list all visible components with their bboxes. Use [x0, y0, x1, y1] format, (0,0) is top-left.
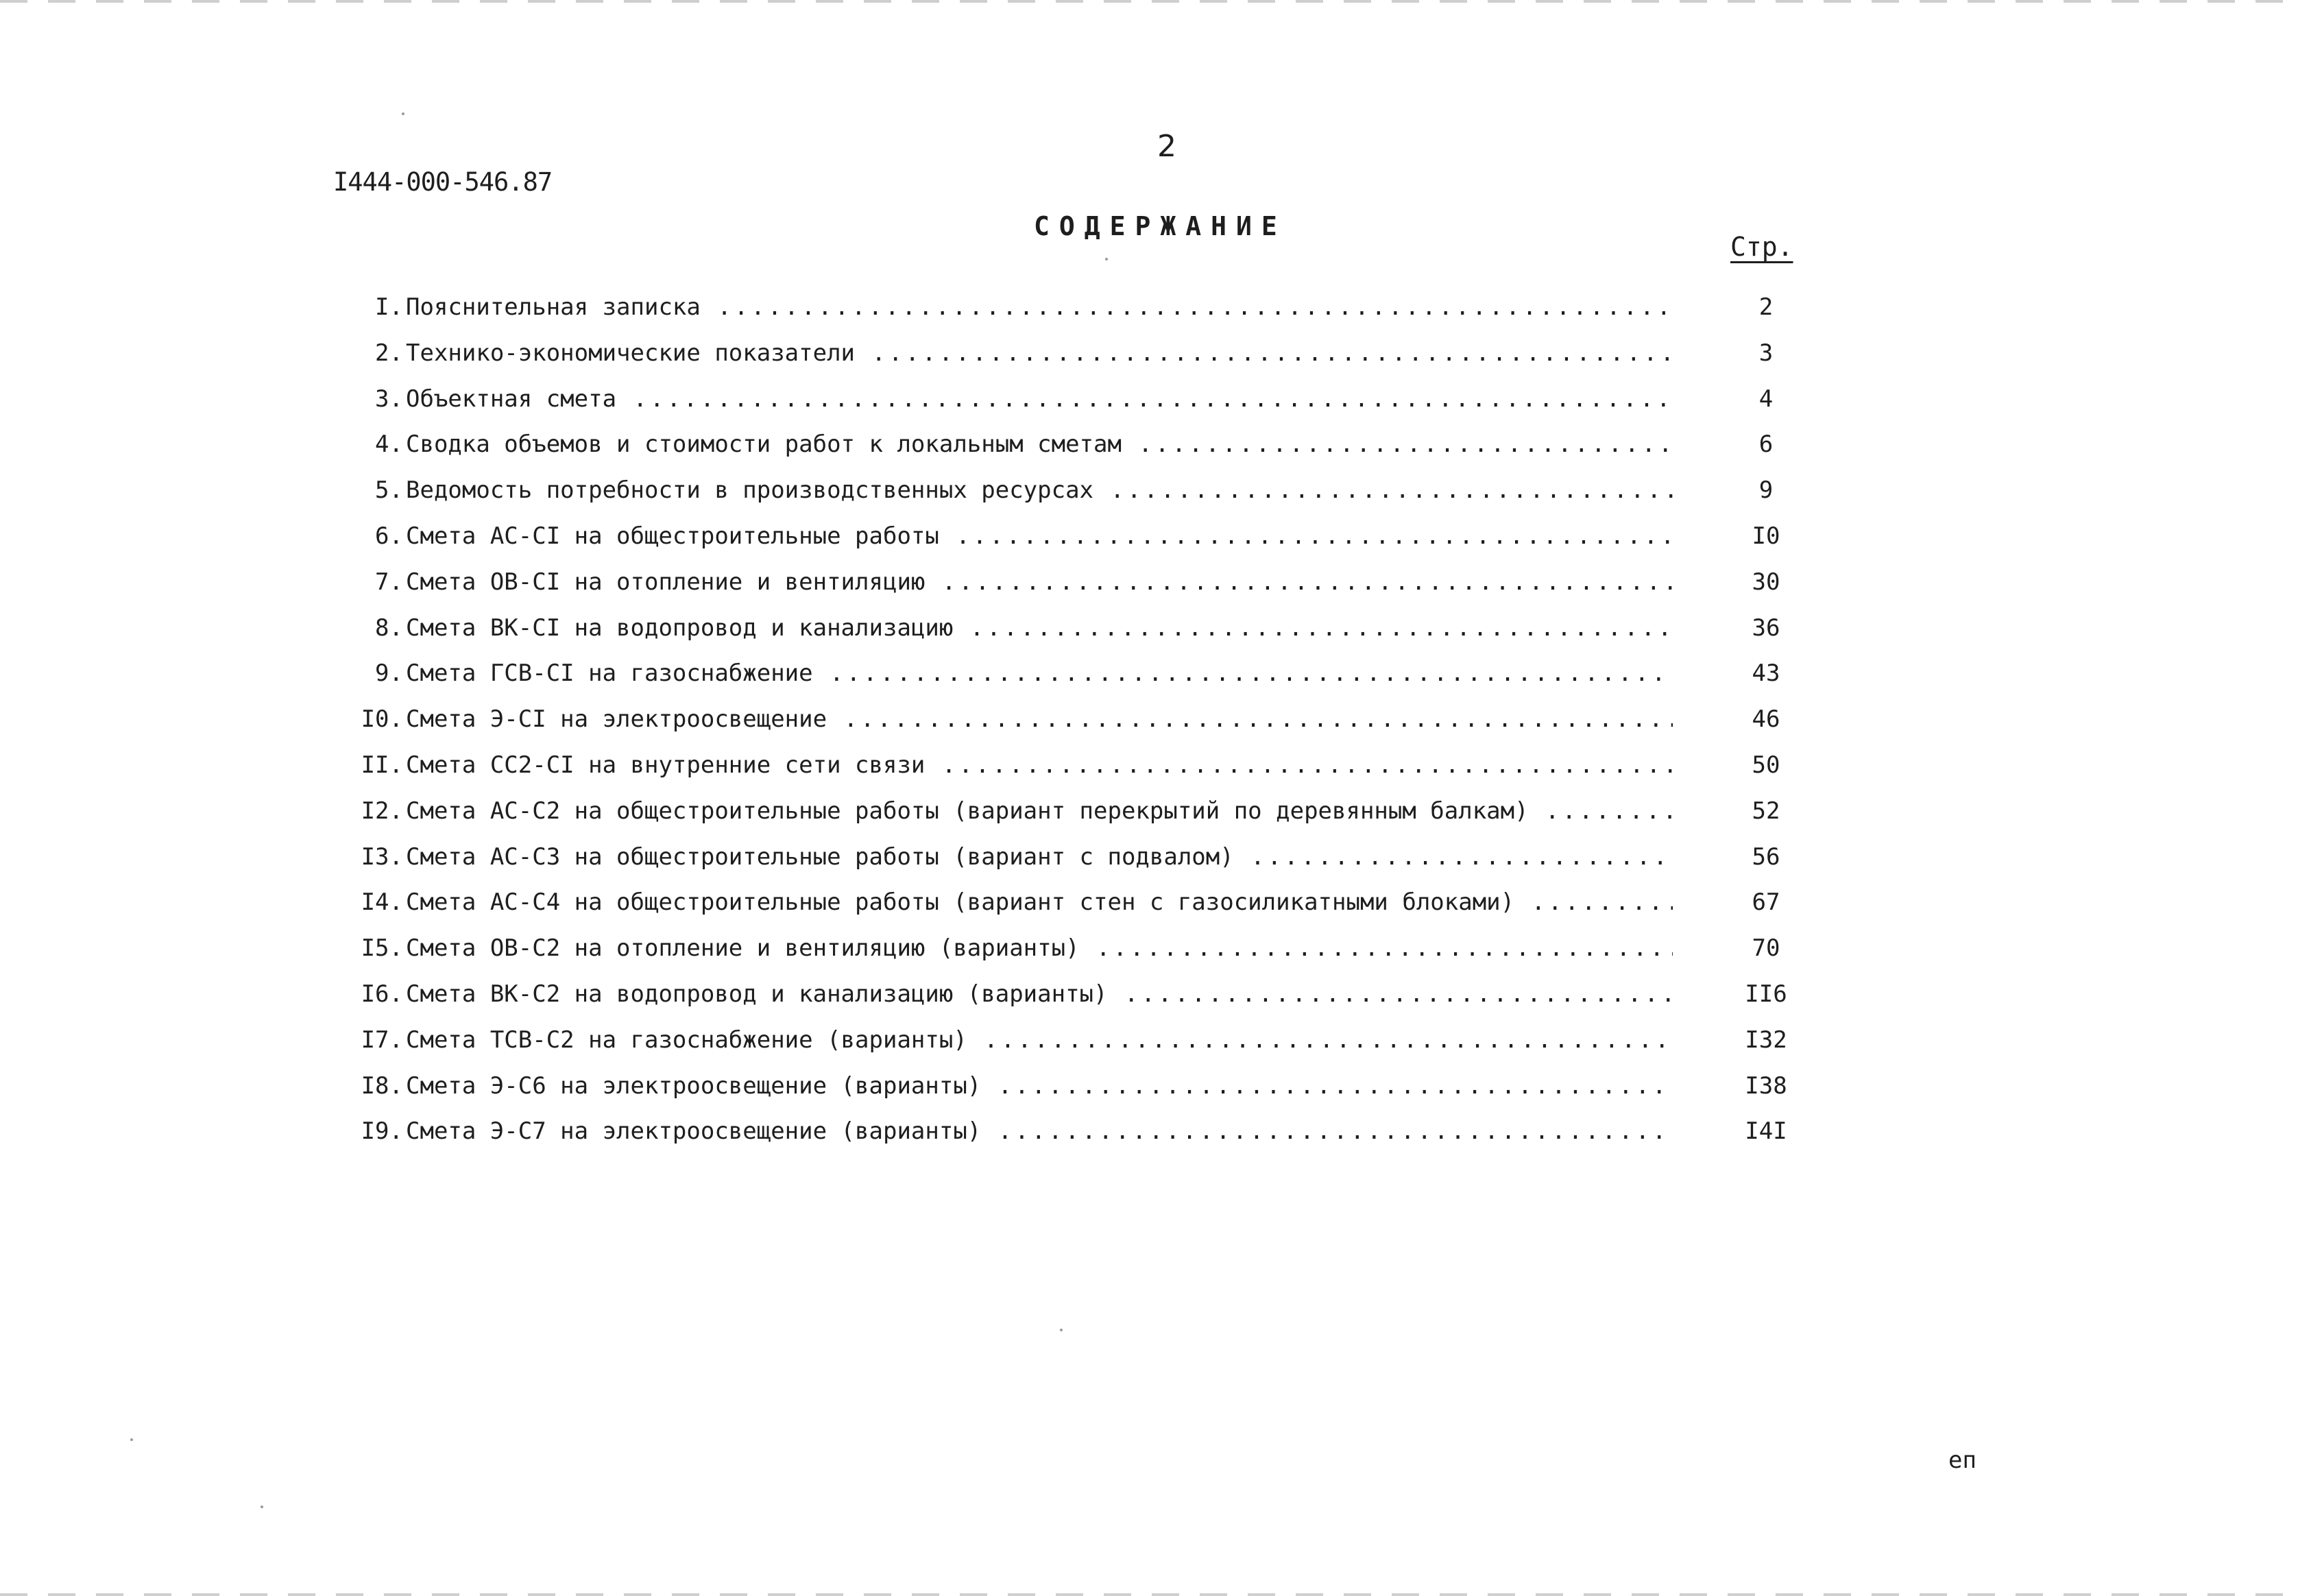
- toc-entry: [335, 293, 1815, 339]
- toc-entry-title: Смета Э-С7 на электроосвещение (варианты) .....: [406, 1117, 1673, 1145]
- toc-entry-title: Смета ВК-С2 на водопровод и канализацию (варианты) .....: [406, 980, 1673, 1008]
- toc-entry: [335, 843, 1815, 889]
- toc-entry-title: Смета ГСВ-СI на газоснабжение .....: [406, 660, 1673, 687]
- toc-entry-page: I0: [1752, 522, 1780, 550]
- toc-entry: [335, 1072, 1815, 1118]
- toc-entry-title: Смета АС-С2 на общестроительные работы (вариант перекрытий по деревянным балкам) .....: [406, 797, 1673, 825]
- toc-entry-number: I7.: [361, 1026, 403, 1054]
- page-column-header: Стр.: [1730, 232, 1793, 262]
- toc-entry: [335, 934, 1815, 980]
- toc-entry-number: I8.: [361, 1072, 403, 1100]
- toc-entry-title: Смета Э-СI на электроосвещение .....: [406, 705, 1673, 733]
- toc-entry-number: I2.: [361, 797, 403, 825]
- toc-entry-page: 56: [1752, 843, 1780, 871]
- toc-entry-title: Пояснительная записка .....: [406, 293, 1673, 321]
- toc-entry: [335, 339, 1815, 385]
- toc-entry-page: I4I: [1745, 1117, 1787, 1146]
- toc-entry-number: 5.: [375, 476, 403, 505]
- toc-entry: [335, 980, 1815, 1026]
- toc-entry-number: I0.: [361, 705, 403, 734]
- toc-entry-page: 52: [1752, 797, 1780, 825]
- toc-entry: [335, 614, 1815, 660]
- toc-entry-number: II.: [361, 751, 403, 779]
- toc-entry: [335, 751, 1815, 797]
- scan-edge-bottom: [0, 1593, 2298, 1596]
- toc-entry-page: 50: [1752, 751, 1780, 779]
- toc-entry-page: 2: [1758, 293, 1774, 321]
- corner-mark: еп: [1948, 1447, 1976, 1474]
- toc-entry-title: Смета ОВ-СI на отопление и вентиляцию .....: [406, 568, 1673, 596]
- scan-speck: [1105, 258, 1108, 261]
- toc-entry-page: I32: [1745, 1026, 1787, 1054]
- toc-entry-number: 8.: [375, 614, 403, 642]
- toc-entry-title: Смета ВК-СI на водопровод и канализацию .....: [406, 614, 1673, 642]
- toc-entry: [335, 1117, 1815, 1163]
- toc-entry-title: Смета ТСВ-С2 на газоснабжение (варианты) .....: [406, 1026, 1673, 1054]
- toc-entry-title: Сводка объемов и стоимости работ к локальным сметам .....: [406, 431, 1673, 458]
- toc-entry-number: 2.: [375, 339, 403, 367]
- toc-entry-page: 30: [1752, 568, 1780, 596]
- toc-entry-page: 67: [1752, 888, 1780, 917]
- toc-entry-title: Технико-экономические показатели .....: [406, 339, 1673, 367]
- toc-entry-number: 9.: [375, 660, 403, 688]
- toc-entry-page: 46: [1752, 705, 1780, 734]
- toc-entry-title: Смета ОВ-С2 на отопление и вентиляцию (варианты) .....: [406, 934, 1673, 962]
- toc-entry-number: 4.: [375, 431, 403, 459]
- toc-entry-page: 43: [1752, 660, 1780, 688]
- toc-entry-number: I5.: [361, 934, 403, 963]
- toc-entry: [335, 476, 1815, 522]
- toc-entry-title: Смета АС-С4 на общестроительные работы (вариант стен с газосиликатными блоками) .....: [406, 888, 1673, 916]
- toc-entry: [335, 431, 1815, 476]
- toc-entry-page: 6: [1758, 431, 1774, 459]
- toc-entry: [335, 660, 1815, 705]
- document-code: I444-000-546.87: [333, 167, 553, 197]
- scan-speck: [130, 1438, 133, 1441]
- scan-speck: [402, 112, 404, 115]
- toc-entry-page: II6: [1745, 980, 1787, 1008]
- toc-entry-page: 70: [1752, 934, 1780, 963]
- toc-entry: [335, 385, 1815, 431]
- toc-entry-page: 36: [1752, 614, 1780, 642]
- toc-entry: [335, 797, 1815, 843]
- toc-entry-number: I9.: [361, 1117, 403, 1146]
- toc-entry-title: Объектная смета .....: [406, 385, 1673, 413]
- toc-entry-page: I38: [1745, 1072, 1787, 1100]
- toc-entry-number: 3.: [375, 385, 403, 413]
- scan-speck: [261, 1506, 263, 1508]
- toc-entry: [335, 888, 1815, 934]
- toc-entry-title: Ведомость потребности в производственных ресурсах .....: [406, 476, 1673, 504]
- toc-entry-page: 4: [1758, 385, 1774, 413]
- toc-entry-number: I4.: [361, 888, 403, 917]
- toc-entry-page: 9: [1758, 476, 1774, 505]
- toc-entry-title: Смета АС-С3 на общестроительные работы (вариант с подвалом) .....: [406, 843, 1673, 871]
- table-of-contents: [335, 293, 1815, 1163]
- toc-entry-title: Смета АС-СI на общестроительные работы .....: [406, 522, 1673, 550]
- toc-entry: [335, 522, 1815, 568]
- toc-entry-number: I3.: [361, 843, 403, 871]
- toc-entry-number: I6.: [361, 980, 403, 1008]
- toc-entry-number: I.: [375, 293, 403, 321]
- toc-entry: [335, 1026, 1815, 1072]
- toc-title: СОДЕРЖАНИЕ: [1034, 211, 1287, 241]
- toc-entry: [335, 568, 1815, 614]
- scan-edge-top: [0, 0, 2298, 3]
- toc-entry-title: Смета Э-С6 на электроосвещение (варианты) .....: [406, 1072, 1673, 1100]
- scan-speck: [1060, 1329, 1063, 1331]
- page-number: 2: [1157, 129, 1176, 164]
- toc-entry-number: 7.: [375, 568, 403, 596]
- toc-entry-number: 6.: [375, 522, 403, 550]
- toc-entry: [335, 705, 1815, 751]
- toc-entry-page: 3: [1758, 339, 1774, 367]
- toc-entry-title: Смета СС2-СI на внутренние сети связи .....: [406, 751, 1673, 779]
